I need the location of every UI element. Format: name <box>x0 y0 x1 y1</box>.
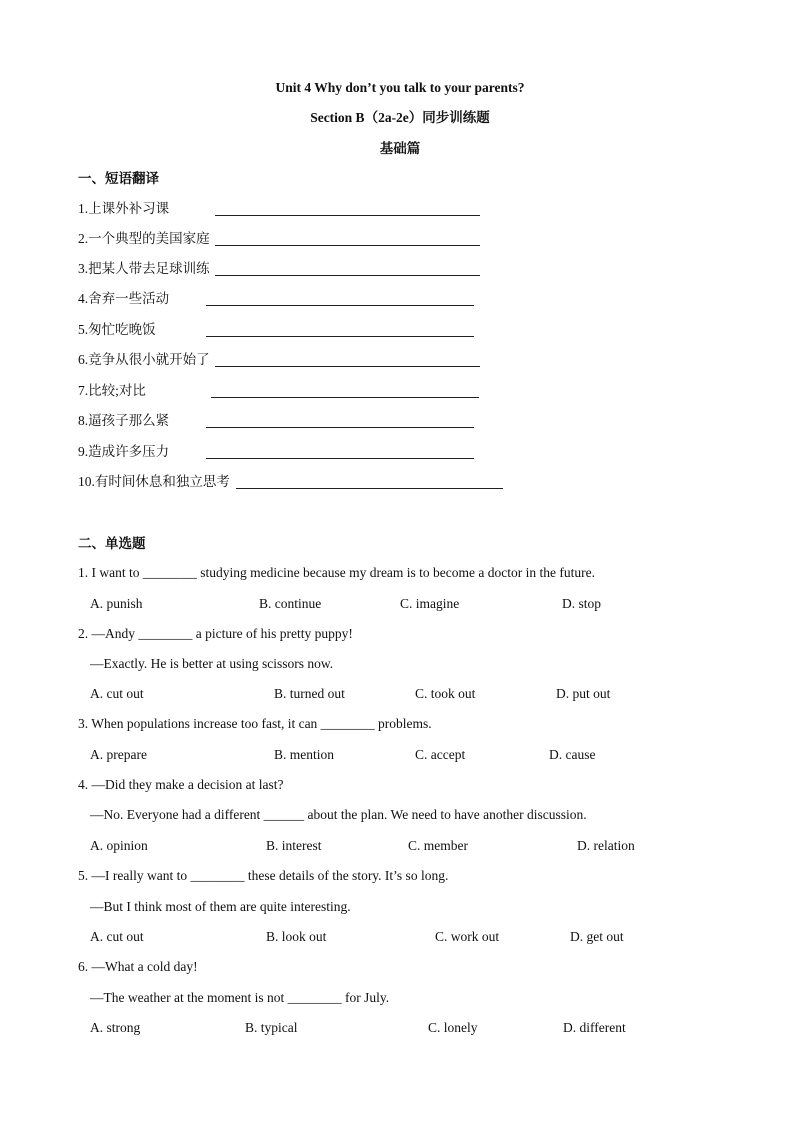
phrase-label: 10.有时间休息和独立思考 <box>78 474 230 489</box>
phrase-label: 3.把某人带去足球训练 <box>78 261 210 276</box>
answer-blank[interactable] <box>215 275 480 276</box>
answer-blank[interactable] <box>236 488 503 489</box>
option-b[interactable]: B. continue <box>259 596 322 611</box>
option-a[interactable]: A. cut out <box>90 929 144 944</box>
section-heading-multiple-choice: 二、单选题 <box>78 536 146 551</box>
question-response: —The weather at the moment is not ________ for July. <box>90 990 390 1005</box>
question-stem: 6. —What a cold day! <box>78 959 198 974</box>
option-a[interactable]: A. punish <box>90 596 143 611</box>
phrase-label: 7.比较;对比 <box>78 383 146 398</box>
option-d[interactable]: D. get out <box>570 929 624 944</box>
option-a[interactable]: A. prepare <box>90 747 147 762</box>
worksheet-level: 基础篇 <box>379 141 421 156</box>
question-response: —No. Everyone had a different ______ about the plan. We need to have another discussion. <box>90 807 587 822</box>
answer-blank[interactable] <box>215 245 480 246</box>
question-stem: 4. —Did they make a decision at last? <box>78 777 284 792</box>
question-stem: 3. When populations increase too fast, it can ________ problems. <box>78 716 432 731</box>
option-d[interactable]: D. stop <box>562 596 602 611</box>
option-d[interactable]: D. put out <box>556 686 611 701</box>
worksheet-title: Unit 4 Why don’t you talk to your parents? <box>275 80 525 95</box>
phrase-label: 4.舍弃一些活动 <box>78 291 170 306</box>
answer-blank[interactable] <box>206 305 474 306</box>
option-d[interactable]: D. relation <box>577 838 635 853</box>
section-heading-phrase-translation: 一、短语翻译 <box>78 171 159 186</box>
option-d[interactable]: D. different <box>563 1020 626 1035</box>
option-c[interactable]: C. member <box>408 838 468 853</box>
phrase-item <box>78 230 518 250</box>
option-a[interactable]: A. opinion <box>90 838 148 853</box>
option-b[interactable]: B. look out <box>266 929 327 944</box>
answer-blank[interactable] <box>206 458 474 459</box>
phrase-item <box>78 200 518 220</box>
phrase-item <box>78 321 518 341</box>
option-c[interactable]: C. work out <box>435 929 500 944</box>
phrase-label: 9.造成许多压力 <box>78 444 170 459</box>
answer-blank[interactable] <box>215 366 480 367</box>
option-a[interactable]: A. cut out <box>90 686 144 701</box>
question-stem: 1. I want to ________ studying medicine because my dream is to become a doctor in the future. <box>78 565 595 580</box>
option-c[interactable]: C. lonely <box>428 1020 478 1035</box>
answer-blank[interactable] <box>211 397 479 398</box>
answer-blank[interactable] <box>206 336 474 337</box>
question-response: —But I think most of them are quite interesting. <box>90 899 351 914</box>
question-stem: 2. —Andy ________ a picture of his pretty puppy! <box>78 626 353 641</box>
phrase-item <box>78 260 518 280</box>
phrase-label: 2.一个典型的美国家庭 <box>78 231 210 246</box>
phrase-item <box>78 382 518 402</box>
phrase-label: 8.逼孩子那么紧 <box>78 413 170 428</box>
worksheet-subtitle: Section B（2a-2e）同步训练题 <box>310 110 490 125</box>
phrase-item <box>78 351 518 371</box>
question-response: —Exactly. He is better at using scissors now. <box>90 656 334 671</box>
phrase-item <box>78 290 518 310</box>
option-b[interactable]: B. typical <box>245 1020 298 1035</box>
phrase-item <box>78 443 518 463</box>
option-c[interactable]: C. imagine <box>400 596 460 611</box>
phrase-item <box>78 412 518 432</box>
answer-blank[interactable] <box>206 427 474 428</box>
phrase-label: 6.竞争从很小就开始了 <box>78 352 210 367</box>
option-c[interactable]: C. accept <box>415 747 466 762</box>
phrase-item <box>78 473 518 493</box>
option-d[interactable]: D. cause <box>549 747 596 762</box>
question-stem: 5. —I really want to ________ these details of the story. It’s so long. <box>78 868 449 883</box>
option-b[interactable]: B. turned out <box>274 686 345 701</box>
option-a[interactable]: A. strong <box>90 1020 141 1035</box>
phrase-label: 1.上课外补习课 <box>78 201 170 216</box>
option-b[interactable]: B. interest <box>266 838 322 853</box>
answer-blank[interactable] <box>215 215 480 216</box>
option-b[interactable]: B. mention <box>274 747 334 762</box>
phrase-label: 5.匆忙吃晚饭 <box>78 322 156 337</box>
option-c[interactable]: C. took out <box>415 686 476 701</box>
